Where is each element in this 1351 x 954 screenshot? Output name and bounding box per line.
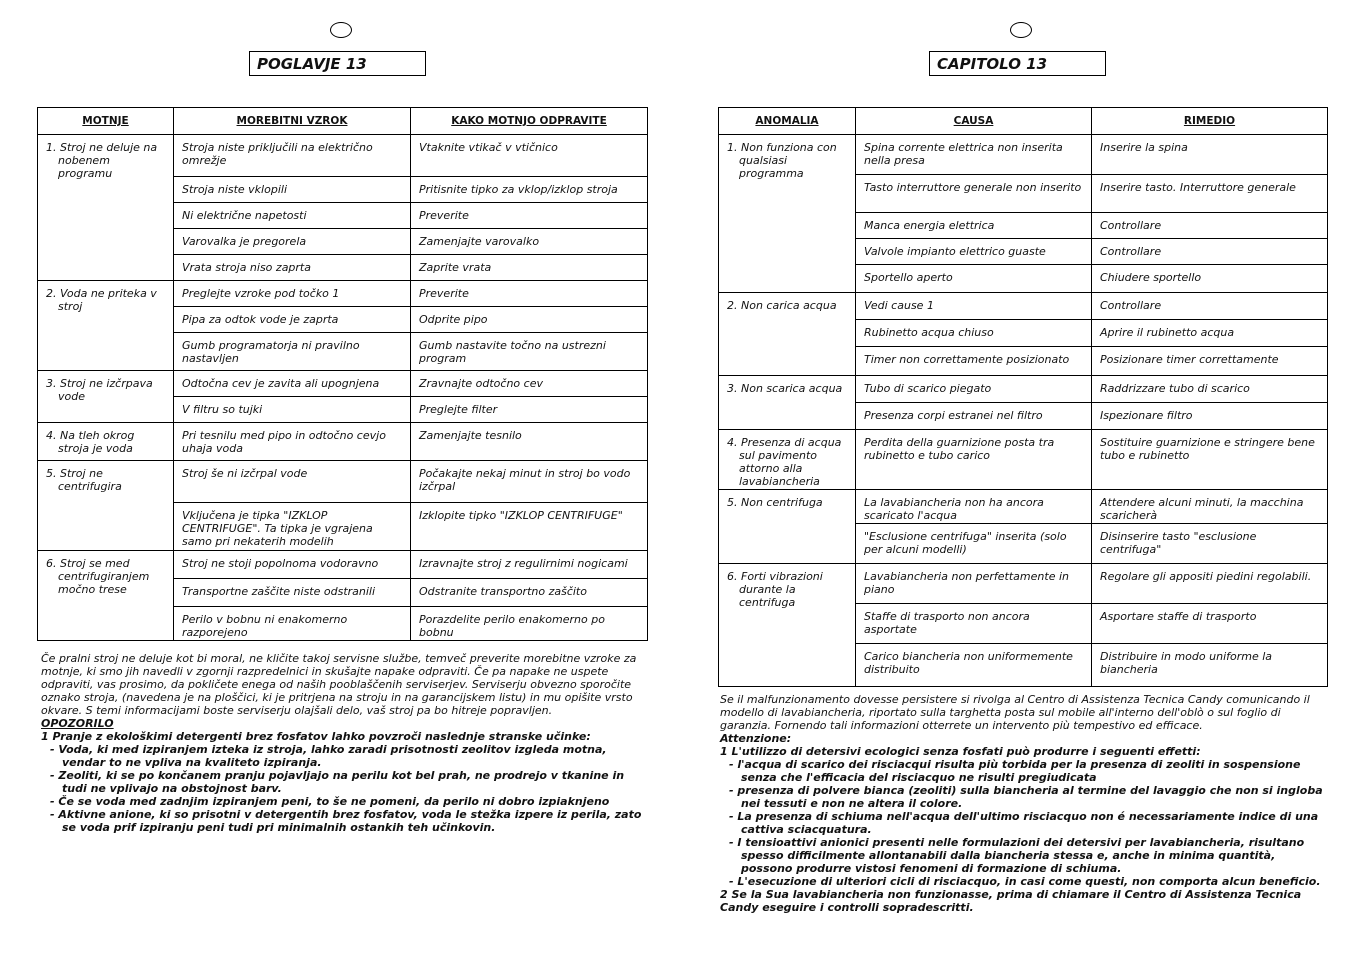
remedy-text: Porazdelite perilo enakomerno po bobnu [419,613,605,639]
symptom-cell [719,293,856,376]
table-row [38,281,648,307]
symptom-cell [38,461,174,551]
remedy-text: Chiudere sportello [1100,271,1202,284]
cause-cell [174,423,411,461]
remedy-cell [411,255,648,281]
cause-cell [174,229,411,255]
cause-text: Manca energia elettrica [864,219,995,232]
symptom-cell [38,281,174,371]
list-item: - Voda, ki med izpiranjem izteka iz stroja, lahko zaradi prisotnosti zeolitov izgleda motna, vendar to ne vpliva na kvaliteto izpiranja. [50,743,607,769]
remedy-text: Attendere alcuni minuti, la macchina scaricherà [1100,496,1304,522]
cause-cell [174,307,411,333]
cause-cell [856,213,1092,239]
remedy-cell [411,579,648,607]
symptom-text: 2. Non carica acqua [727,299,837,312]
remedy-cell [411,461,648,503]
list-item: - Zeoliti, ki se po končanem pranju pojavljajo na perilu kot bel prah, ne prodrejo v tkanine in tudi ne vplivajo na obstojnost barv. [50,769,625,795]
remedy-text: Zaprite vrata [419,261,492,274]
column-header-symptom: ANOMALIA [719,108,856,135]
remedy-cell [1092,135,1328,175]
cause-cell [174,607,411,641]
remedy-cell [411,551,648,579]
intro-paragraph: Se il malfunzionamento dovesse persistere si rivolga al Centro di Assistenza Tecnica Candy comunicando il modello di lavabiancheria, riportato sulla targhetta posta sul mobile all'interno dell'oblò o sul foglio di garanzia. Fornendo tali informazioni otterrete un intervento più tempestivo ed efficace. [720,693,1310,732]
remedy-text: Aprire il rubinetto acqua [1100,326,1235,339]
remedy-cell [411,607,648,641]
cause-text: Tasto interruttore generale non inserito [864,181,1082,194]
cause-text: Stroj še ni izčrpal vode [182,467,308,480]
chapter-title: CAPITOLO 13 [929,51,1106,76]
cause-text: Presenza corpi estranei nel filtro [864,409,1043,422]
remedy-text: Ispezionare filtro [1100,409,1193,422]
cause-cell [856,376,1092,403]
cause-cell [174,177,411,203]
remedy-cell [1092,265,1328,293]
cause-text: Odtočna cev je zavita ali upognjena [182,377,380,390]
cause-cell [174,255,411,281]
cause-cell [856,347,1092,376]
symptom-cell [719,564,856,687]
remedy-cell [1092,403,1328,430]
table-row [38,551,648,579]
remedy-cell [1092,604,1328,644]
cause-text: Vedi cause 1 [864,299,934,312]
cause-text: Transportne zaščite niste odstranili [182,585,376,598]
cause-text: Rubinetto acqua chiuso [864,326,994,339]
symptom-text: 2. Voda ne priteka v stroj [46,287,157,313]
cause-text: Carico biancheria non uniformemente distribuito [864,650,1073,676]
cause-text: "Esclusione centrifuga" inserita (solo per alcuni modelli) [864,530,1067,556]
troubleshooting-table [37,107,648,641]
remedy-text: Distribuire in modo uniforme la biancheria [1100,650,1273,676]
cause-text: Spina corrente elettrica non inserita nella presa [864,141,1063,167]
remedy-cell [411,177,648,203]
remedy-cell [1092,175,1328,213]
symptom-cell [38,551,174,641]
notes-section [41,652,645,834]
cause-text: Lavabiancheria non perfettamente in piano [864,570,1069,596]
symptom-cell [719,490,856,564]
cause-cell [174,551,411,579]
remedy-cell [411,333,648,371]
left-page [0,0,675,954]
symptom-cell [38,423,174,461]
warning-heading: OPOZORILO [41,717,114,730]
remedy-text: Gumb nastavite točno na ustrezni program [419,339,606,365]
list-item: - Če se voda med zadnjim izpiranjem peni, to še ne pomeni, da perilo ni dobro izpiaknjeno [50,795,610,808]
cause-cell [856,604,1092,644]
remedy-cell [1092,347,1328,376]
symptom-text: 4. Presenza di acqua sul pavimento attorno alla lavabiancheria [727,436,842,488]
list-item: - I tensioattivi anionici presenti nelle formulazioni dei detersivi per lavabiancheria, risultano spesso difficilmente allontanabili dalla biancheria stessa e, anche in minima quantità, possono produrre vistosi fenomeni di formazione di schiuma. [729,836,1305,875]
list-item: - L'esecuzione di ulteriori cicli di risciacquo, in casi come questi, non comporta alcun beneficio. [729,875,1321,888]
list-item: - l'acqua di scarico dei risciacqui risulta più torbida per la presenza di zeoliti in sospensione senza che l'efficacia del risciacquo ne risulti pregiudicata [729,758,1301,784]
remedy-cell [1092,430,1328,490]
remedy-text: Raddrizzare tubo di scarico [1100,382,1250,395]
cause-text: Perdita della guarnizione posta tra rubinetto e tubo carico [864,436,1055,462]
language-flag-oval [1010,22,1032,38]
remedy-cell [411,503,648,551]
cause-text: Sportello aperto [864,271,953,284]
remedy-cell [1092,490,1328,524]
symptom-cell [719,376,856,430]
symptom-text: 1. Non funziona con qualsiasi programma [727,141,837,180]
symptom-cell [719,135,856,293]
column-header-symptom: MOTNJE [38,108,174,135]
remedy-text: Odprite pipo [419,313,488,326]
table-row [719,376,1328,403]
cause-cell [174,461,411,503]
column-header-remedy: RIMEDIO [1092,108,1328,135]
bullet-list [41,743,645,834]
cause-text: Vrata stroja niso zaprta [182,261,311,274]
cause-text: Stroja niste priključili na električno omrežje [182,141,373,167]
cause-cell [174,203,411,229]
remedy-cell [411,371,648,397]
remedy-cell [1092,239,1328,265]
remedy-text: Zamenjajte varovalko [419,235,540,248]
table-row [719,135,1328,175]
remedy-text: Inserire tasto. Interruttore generale [1100,181,1296,194]
symptom-text: 4. Na tleh okrog stroja je voda [46,429,135,455]
remedy-cell [1092,564,1328,604]
remedy-text: Zamenjajte tesnilo [419,429,522,442]
warning-heading: Attenzione: [720,732,792,745]
cause-cell [856,644,1092,687]
troubleshooting-table [718,107,1328,687]
cause-text: Preglejte vzroke pod točko 1 [182,287,340,300]
table-row [38,423,648,461]
remedy-text: Controllare [1100,245,1162,258]
notes-section [720,693,1327,914]
list-item: - presenza di polvere bianca (zeoliti) sulla biancheria al termine del lavaggio che non si ingloba nei tessuti e non ne altera il colore. [729,784,1323,810]
cause-cell [174,397,411,423]
symptom-text: 6. Stroj se med centrifugiranjem močno trese [46,557,150,596]
cause-text: Varovalka je pregorela [182,235,307,248]
symptom-cell [38,371,174,423]
cause-text: Perilo v bobnu ni enakomerno razporejeno [182,613,348,639]
cause-cell [856,239,1092,265]
cause-cell [174,503,411,551]
remedy-text: Controllare [1100,299,1162,312]
remedy-cell [411,135,648,177]
cause-cell [174,371,411,397]
table-row [38,371,648,397]
cause-cell [856,320,1092,347]
language-flag-oval [330,22,352,38]
column-header-cause: CAUSA [856,108,1092,135]
remedy-text: Inserire la spina [1100,141,1188,154]
remedy-cell [411,307,648,333]
cause-cell [174,333,411,371]
table-row [719,430,1328,490]
remedy-cell [1092,293,1328,320]
remedy-text: Regolare gli appositi piedini regolabili. [1100,570,1312,583]
chapter-title: POGLAVJE 13 [249,51,426,76]
cause-text: Vključena je tipka "IZKLOP CENTRIFUGE". Ta tipka je vgrajena samo pri nekaterih modelih [182,509,373,548]
point-1: 1 Pranje z ekološkimi detergenti brez fosfatov lahko povzroči naslednje stranske učinke: [41,730,591,743]
cause-cell [856,430,1092,490]
bullet-list [720,758,1327,888]
point-2: 2 Se la Sua lavabiancheria non funzionasse, prima di chiamare il Centro di Assistenza Tecnica Candy eseguire i controlli sopradescritti. [720,888,1302,914]
cause-cell [856,135,1092,175]
table-row [38,135,648,177]
symptom-text: 1. Stroj ne deluje na nobenem programu [46,141,158,180]
table-row [38,461,648,503]
cause-cell [856,175,1092,213]
cause-cell [856,293,1092,320]
remedy-text: Počakajte nekaj minut in stroj bo vodo izčrpal [419,467,631,493]
cause-text: Ni električne napetosti [182,209,307,222]
remedy-cell [411,203,648,229]
cause-cell [174,135,411,177]
cause-text: Staffe di trasporto non ancora asportate [864,610,1030,636]
table-row [719,293,1328,320]
point-1: 1 L'utilizzo di detersivi ecologici senza fosfati può produrre i seguenti effetti: [720,745,1201,758]
cause-cell [174,579,411,607]
remedy-cell [1092,213,1328,239]
remedy-text: Zravnajte odtočno cev [419,377,543,390]
remedy-text: Preglejte filter [419,403,498,416]
table-row [719,564,1328,604]
cause-cell [856,524,1092,564]
cause-text: V filtru so tujki [182,403,263,416]
symptom-cell [38,135,174,281]
cause-text: Tubo di scarico piegato [864,382,992,395]
remedy-cell [1092,376,1328,403]
remedy-cell [1092,524,1328,564]
remedy-cell [411,281,648,307]
remedy-cell [1092,644,1328,687]
remedy-cell [411,397,648,423]
remedy-text: Izklopite tipko "IZKLOP CENTRIFUGE" [419,509,623,522]
cause-text: La lavabiancheria non ha ancora scaricato l'acqua [864,496,1044,522]
symptom-text: 6. Forti vibrazioni durante la centrifuga [727,570,823,609]
remedy-cell [411,229,648,255]
right-page [676,0,1351,954]
cause-cell [856,403,1092,430]
column-header-remedy: KAKO MOTNJO ODPRAVITE [411,108,648,135]
remedy-cell [411,423,648,461]
symptom-text: 5. Non centrifuga [727,496,823,509]
cause-text: Timer non correttamente posizionato [864,353,1070,366]
remedy-text: Sostituire guarnizione e stringere bene tubo e rubinetto [1100,436,1315,462]
remedy-text: Preverite [419,287,469,300]
cause-cell [856,265,1092,293]
table-row [719,490,1328,524]
symptom-text: 3. Non scarica acqua [727,382,843,395]
list-item: - La presenza di schiuma nell'acqua dell'ultimo risciacquo non é necessariamente indice di una cattiva sciacquatura. [729,810,1319,836]
column-header-cause: MOREBITNI VZROK [174,108,411,135]
symptom-text: 5. Stroj ne centrifugira [46,467,122,493]
cause-text: Stroja niste vklopili [182,183,287,196]
remedy-text: Pritisnite tipko za vklop/izklop stroja [419,183,618,196]
symptom-cell [719,430,856,490]
remedy-text: Vtaknite vtikač v vtičnico [419,141,558,154]
symptom-text: 3. Stroj ne izčrpava vode [46,377,153,403]
remedy-text: Controllare [1100,219,1162,232]
remedy-cell [1092,320,1328,347]
cause-cell [856,564,1092,604]
remedy-text: Disinserire tasto "esclusione centrifuga" [1100,530,1257,556]
remedy-text: Odstranite transportno zaščito [419,585,587,598]
remedy-text: Izravnajte stroj z regulirnimi nogicami [419,557,628,570]
intro-paragraph: Če pralni stroj ne deluje kot bi moral, ne kličite takoj servisne službe, temveč preverite morebitne vzroke za motnje, ki smo jih navedli v zgornji razpredelnici in skušajte napake odpraviti. Če pa napake ne uspete odpraviti, vas prosimo, da pokličete enega od naših pooblaščenih serviserjev. Serviserju obvezno sporočite oznako stroja, (navedena je na ploščici, ki je pritrjena na stroju in na garancijskem listu) in mu opišite vrsto okvare. S temi informacijami boste serviserju olajšali delo, vaš stroj pa bo hitreje popravljen. [41,652,637,717]
remedy-text: Posizionare timer correttamente [1100,353,1279,366]
cause-cell [856,490,1092,524]
cause-text: Pri tesnilu med pipo in odtočno cevjo uhaja voda [182,429,386,455]
cause-text: Stroj ne stoji popolnoma vodoravno [182,557,379,570]
remedy-text: Preverite [419,209,469,222]
remedy-text: Asportare staffe di trasporto [1100,610,1257,623]
cause-text: Valvole impianto elettrico guaste [864,245,1046,258]
cause-text: Gumb programatorja ni pravilno nastavljen [182,339,360,365]
cause-text: Pipa za odtok vode je zaprta [182,313,339,326]
cause-cell [174,281,411,307]
list-item: - Aktivne anione, ki so prisotni v detergentih brez fosfatov, voda le stežka izpere iz perila, zato se voda prif izpiranju peni tudi pri minimalnih ostankih teh učinkovin. [50,808,642,834]
